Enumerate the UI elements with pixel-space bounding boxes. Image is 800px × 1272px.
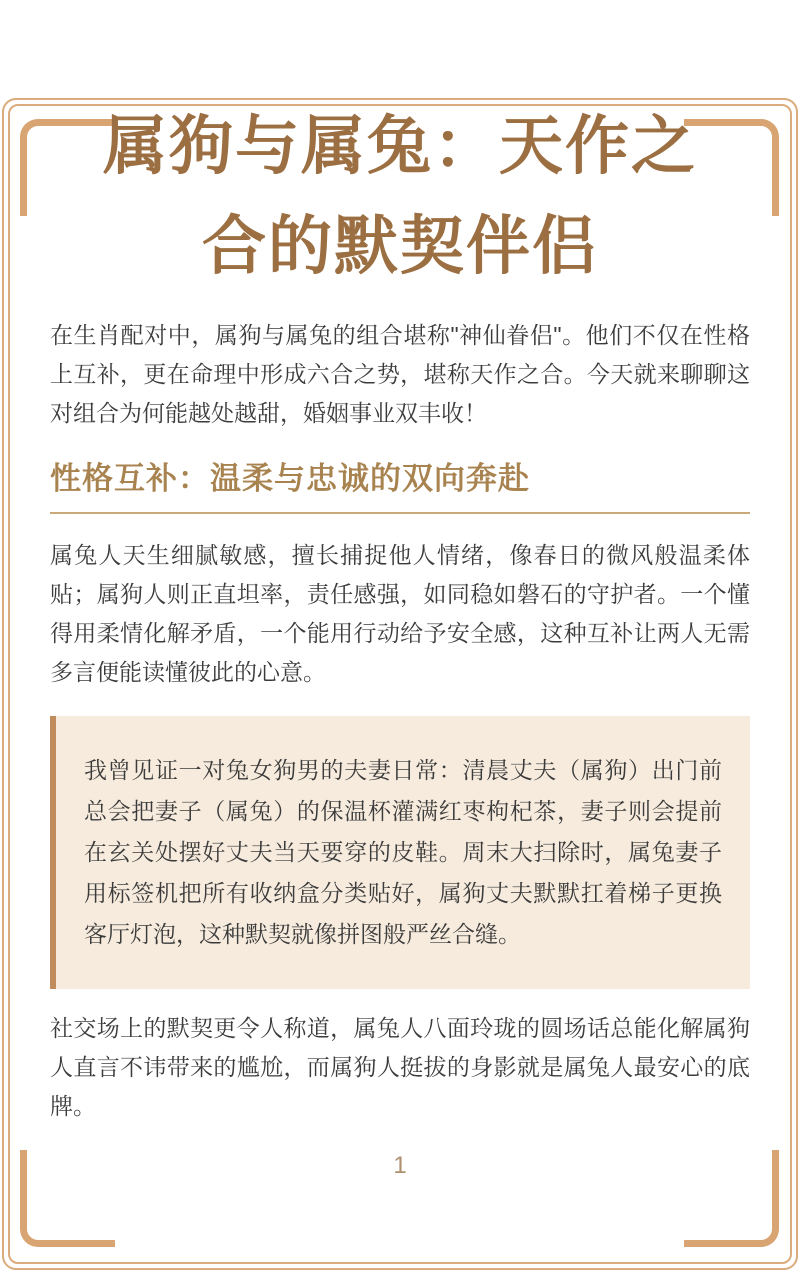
page-title-line-1: 属狗与属兔：天作之 — [103, 110, 697, 182]
intro-paragraph: 在生肖配对中，属狗与属兔的组合堪称"神仙眷侣"。他们不仅在性格上互补，更在命理中形成六合之势，堪称天作之合。今天就来聊聊这对组合为何能越处越甜，婚姻事业双丰收！ — [50, 322, 750, 426]
page-number: 1 — [393, 1152, 407, 1179]
page-title — [50, 96, 750, 296]
section-paragraph-1: 属兔人天生细腻敏感，擅长捕捉他人情绪，像春日的微风般温柔体贴；属狗人则正直坦率，责任感强，如同稳如磐石的守护者。一个懂得用柔情化解矛盾，一个能用行动给予安全感，这种互补让两人无需多言便能读懂彼此的心意。 — [50, 542, 750, 685]
page-title-line-2: 合的默契伴侣 — [202, 210, 598, 282]
section-paragraph-2: 社交场上的默契更令人称道，属兔人八面玲珑的圆场话总能化解属狗人直言不讳带来的尴尬，而属狗人挺拔的身影就是属兔人最安心的底牌。 — [50, 1015, 750, 1119]
section-heading: 性格互补：温柔与忠诚的双向奔赴 — [50, 459, 750, 514]
anecdote-quote-box — [50, 716, 750, 989]
article-content — [0, 96, 800, 1180]
anecdote-quote-text: 我曾见证一对兔女狗男的夫妻日常：清晨丈夫（属狗）出门前总会把妻子（属兔）的保温杯灌满红枣枸杞茶，妻子则会提前在玄关处摆好丈夫当天要穿的皮鞋。周末大扫除时，属兔妻子用标签机把所有收纳盒分类贴好，属狗丈夫默默扛着梯子更换客厅灯泡，这种默契就像拼图般严丝合缝。 — [84, 757, 722, 947]
article-page — [0, 96, 800, 1272]
